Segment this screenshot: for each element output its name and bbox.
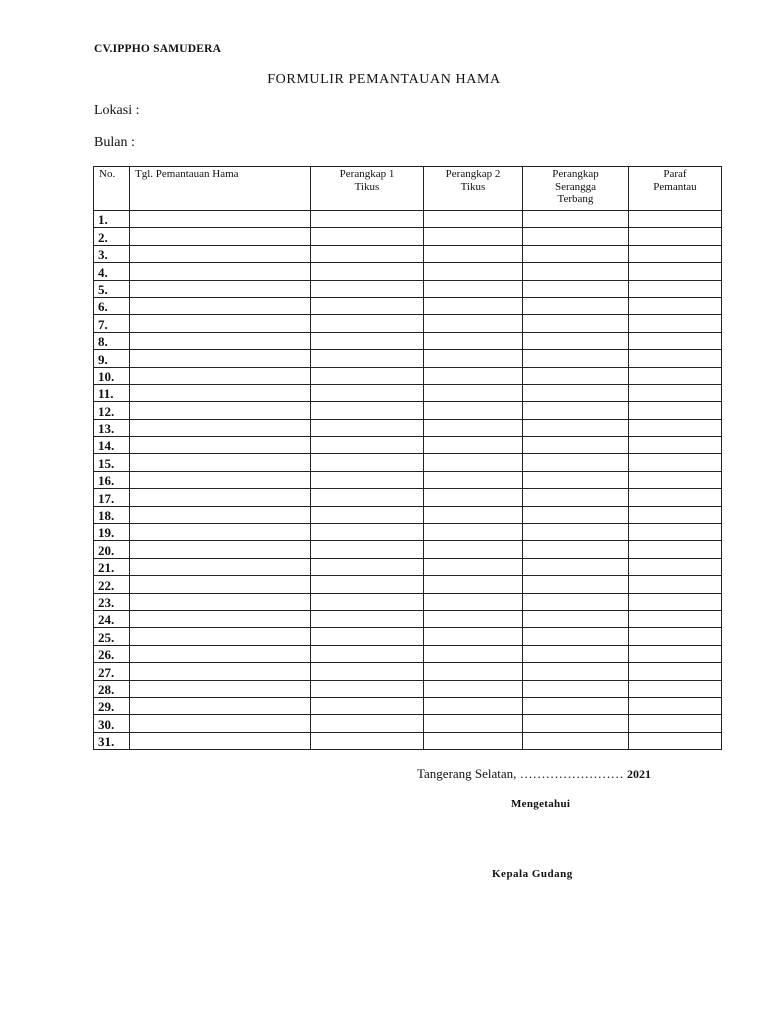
table-cell[interactable] [130,576,311,593]
table-cell[interactable] [311,437,424,454]
table-cell[interactable] [130,454,311,471]
row-number: 23. [94,593,130,610]
header-line: Tikus [460,180,486,193]
table-row [94,628,722,645]
table-cell[interactable] [311,280,424,297]
table-cell[interactable] [629,454,722,471]
table-row [94,610,722,627]
table-cell[interactable] [130,697,311,714]
table-cell[interactable] [629,524,722,541]
table-cell[interactable] [311,384,424,401]
table-row [94,454,722,471]
row-number: 9. [94,350,130,367]
table-cell[interactable] [523,732,629,749]
table-cell[interactable] [523,610,629,627]
table-cell[interactable] [523,211,629,228]
table-cell[interactable] [311,558,424,575]
table-row [94,437,722,454]
table-cell[interactable] [130,332,311,349]
table-cell[interactable] [523,367,629,384]
table-cell[interactable] [311,541,424,558]
row-number: 1. [94,211,130,228]
table-cell[interactable] [130,471,311,488]
table-cell[interactable] [424,489,523,506]
table-cell[interactable] [629,350,722,367]
table-cell[interactable] [311,211,424,228]
table-cell[interactable] [311,350,424,367]
table-cell[interactable] [130,350,311,367]
place-date-line [417,766,651,782]
table-cell[interactable] [424,663,523,680]
table-cell[interactable] [311,367,424,384]
table-cell[interactable] [629,645,722,662]
table-cell[interactable] [424,332,523,349]
table-cell[interactable] [523,576,629,593]
table-cell[interactable] [311,593,424,610]
monitoring-table [93,166,722,750]
table-cell[interactable] [629,593,722,610]
table-cell[interactable] [311,315,424,332]
row-number: 14. [94,437,130,454]
table-row [94,350,722,367]
header-line: Paraf [663,168,687,180]
table-cell[interactable] [523,593,629,610]
table-cell[interactable] [311,332,424,349]
table-cell[interactable] [629,628,722,645]
table-cell[interactable] [311,628,424,645]
col-header-no: No. [94,167,130,211]
header-line: Perangkap [552,168,599,180]
table-header-row [94,167,722,211]
table-row [94,697,722,714]
table-cell[interactable] [130,524,311,541]
table-cell[interactable] [311,489,424,506]
table-cell[interactable] [311,645,424,662]
table-cell[interactable] [523,350,629,367]
table-cell[interactable] [523,437,629,454]
table-row [94,645,722,662]
table-cell[interactable] [311,524,424,541]
row-number: 21. [94,558,130,575]
table-cell[interactable] [311,663,424,680]
table-cell[interactable] [311,732,424,749]
location-label: Lokasi : [94,103,140,118]
table-cell[interactable] [130,384,311,401]
table-cell[interactable] [523,384,629,401]
table-cell[interactable] [424,732,523,749]
table-cell[interactable] [311,419,424,436]
header-line: Serangga [555,180,596,193]
table-cell[interactable] [130,732,311,749]
header-line: Perangkap 1 [339,168,395,180]
table-cell[interactable] [311,697,424,714]
table-cell[interactable] [424,558,523,575]
header-line: Perangkap 2 [445,168,501,180]
table-row [94,506,722,523]
table-row [94,211,722,228]
table-cell[interactable] [311,263,424,280]
table-row [94,541,722,558]
table-cell[interactable] [629,576,722,593]
row-number: 2. [94,228,130,245]
table-row [94,367,722,384]
table-cell[interactable] [523,645,629,662]
table-row [94,524,722,541]
table-row [94,263,722,280]
table-cell[interactable] [629,506,722,523]
table-cell[interactable] [523,663,629,680]
table-row [94,280,722,297]
table-cell[interactable] [424,228,523,245]
row-number: 12. [94,402,130,419]
col-header-trap2 [424,167,523,211]
table-cell[interactable] [311,576,424,593]
row-number: 5. [94,280,130,297]
table-cell[interactable] [629,715,722,732]
table-cell[interactable] [629,541,722,558]
table-cell[interactable] [311,297,424,314]
table-row [94,680,722,697]
table-cell[interactable] [130,315,311,332]
table-cell[interactable] [130,506,311,523]
table-cell[interactable] [629,419,722,436]
table-cell[interactable] [424,593,523,610]
table-cell[interactable] [523,332,629,349]
table-cell[interactable] [311,402,424,419]
table-row [94,489,722,506]
table-cell[interactable] [424,245,523,262]
table-row [94,715,722,732]
table-cell[interactable] [523,419,629,436]
table-cell[interactable] [523,697,629,714]
table-cell[interactable] [424,506,523,523]
col-header-insect-trap [523,167,629,211]
table-cell[interactable] [629,680,722,697]
table-row [94,384,722,401]
table-row [94,332,722,349]
header-line: Pemantau [653,180,697,193]
table-cell[interactable] [629,297,722,314]
table-cell[interactable] [424,367,523,384]
table-cell[interactable] [311,245,424,262]
table-cell[interactable] [130,402,311,419]
table-cell[interactable] [130,419,311,436]
table-row [94,558,722,575]
row-number: 26. [94,645,130,662]
table-cell[interactable] [424,437,523,454]
table-cell[interactable] [523,297,629,314]
col-header-trap1 [311,167,424,211]
table-cell[interactable] [130,228,311,245]
table-cell[interactable] [629,437,722,454]
table-cell[interactable] [130,367,311,384]
table-cell[interactable] [130,558,311,575]
row-number: 4. [94,263,130,280]
row-number: 28. [94,680,130,697]
table-cell[interactable] [629,245,722,262]
table-cell[interactable] [424,280,523,297]
table-cell[interactable] [424,697,523,714]
table-cell[interactable] [424,350,523,367]
row-number: 6. [94,297,130,314]
table-cell[interactable] [311,610,424,627]
table-cell[interactable] [424,297,523,314]
table-cell[interactable] [523,471,629,488]
table-row [94,402,722,419]
row-number: 25. [94,628,130,645]
table-cell[interactable] [130,280,311,297]
table-row [94,297,722,314]
table-cell[interactable] [130,680,311,697]
col-header-date: Tgl. Pemantauan Hama [130,167,311,211]
table-cell[interactable] [523,558,629,575]
table-cell[interactable] [130,211,311,228]
row-number: 20. [94,541,130,558]
table-row [94,663,722,680]
table-cell[interactable] [629,280,722,297]
form-title [0,72,768,88]
table-row [94,593,722,610]
year-text: 2021 [626,767,651,781]
row-number: 15. [94,454,130,471]
table-cell[interactable] [424,402,523,419]
table-cell[interactable] [629,211,722,228]
table-cell[interactable] [424,610,523,627]
table-cell[interactable] [130,437,311,454]
table-cell[interactable] [311,471,424,488]
row-number: 16. [94,471,130,488]
col-header-signature [629,167,722,211]
table-row [94,471,722,488]
table-cell[interactable] [424,541,523,558]
table-cell[interactable] [629,367,722,384]
table-cell[interactable] [130,245,311,262]
row-number: 24. [94,610,130,627]
table-cell[interactable] [523,489,629,506]
table-cell[interactable] [130,263,311,280]
table-cell[interactable] [523,541,629,558]
table-cell[interactable] [424,680,523,697]
table-cell[interactable] [629,697,722,714]
table-cell[interactable] [424,384,523,401]
signer-role: Kepala Gudang [492,868,573,880]
row-number: 29. [94,697,130,714]
header-line: Terbang [557,193,594,205]
table-cell[interactable] [424,715,523,732]
table-cell[interactable] [629,263,722,280]
table-cell[interactable] [130,541,311,558]
table-cell[interactable] [130,628,311,645]
table-cell[interactable] [523,280,629,297]
table-cell[interactable] [130,663,311,680]
company-name: CV.IPPHO SAMUDERA [94,43,222,55]
row-number: 22. [94,576,130,593]
table-row [94,576,722,593]
table-cell[interactable] [523,715,629,732]
table-row [94,315,722,332]
table-cell[interactable] [523,628,629,645]
table-cell[interactable] [311,454,424,471]
table-cell[interactable] [629,489,722,506]
table-cell[interactable] [523,506,629,523]
row-number: 19. [94,524,130,541]
table-cell[interactable] [523,680,629,697]
table-cell[interactable] [130,715,311,732]
row-number: 30. [94,715,130,732]
table-cell[interactable] [424,645,523,662]
table-cell[interactable] [629,384,722,401]
table-cell[interactable] [523,245,629,262]
table-cell[interactable] [311,506,424,523]
table-cell[interactable] [523,315,629,332]
row-number: 10. [94,367,130,384]
table-cell[interactable] [629,663,722,680]
table-cell[interactable] [629,558,722,575]
table-cell[interactable] [523,524,629,541]
month-label: Bulan : [94,135,135,150]
table-cell[interactable] [424,576,523,593]
table-cell[interactable] [629,732,722,749]
table-cell[interactable] [629,228,722,245]
table-cell[interactable] [523,454,629,471]
row-number: 8. [94,332,130,349]
table-cell[interactable] [523,263,629,280]
row-number: 11. [94,384,130,401]
table-row [94,419,722,436]
row-number: 17. [94,489,130,506]
row-number: 7. [94,315,130,332]
table-cell[interactable] [130,645,311,662]
table-cell[interactable] [424,628,523,645]
row-number: 31. [94,732,130,749]
header-line: Tikus [354,180,380,193]
table-cell[interactable] [629,332,722,349]
table-cell[interactable] [523,228,629,245]
table-cell[interactable] [523,402,629,419]
table-cell[interactable] [311,680,424,697]
acknowledged-label: Mengetahui [511,798,571,810]
table-cell[interactable] [311,715,424,732]
table-cell[interactable] [424,419,523,436]
row-number: 3. [94,245,130,262]
table-cell[interactable] [130,593,311,610]
form-title-text: FORMULIR PEMANTAUAN HAMA [267,72,501,87]
table-row [94,732,722,749]
row-number: 18. [94,506,130,523]
table-cell[interactable] [629,471,722,488]
table-cell[interactable] [629,315,722,332]
table-cell[interactable] [130,297,311,314]
row-number: 27. [94,663,130,680]
table-cell[interactable] [424,263,523,280]
place-date-text: Tangerang Selatan, …………………… [417,766,627,781]
table-row [94,245,722,262]
table-cell[interactable] [629,402,722,419]
table-body [94,211,722,750]
table-cell[interactable] [424,211,523,228]
row-number: 13. [94,419,130,436]
table-cell[interactable] [424,471,523,488]
table-cell[interactable] [130,610,311,627]
table-cell[interactable] [424,315,523,332]
table-row [94,228,722,245]
table-cell[interactable] [424,454,523,471]
table-cell[interactable] [629,610,722,627]
table-cell[interactable] [424,524,523,541]
table-cell[interactable] [130,489,311,506]
table-cell[interactable] [311,228,424,245]
